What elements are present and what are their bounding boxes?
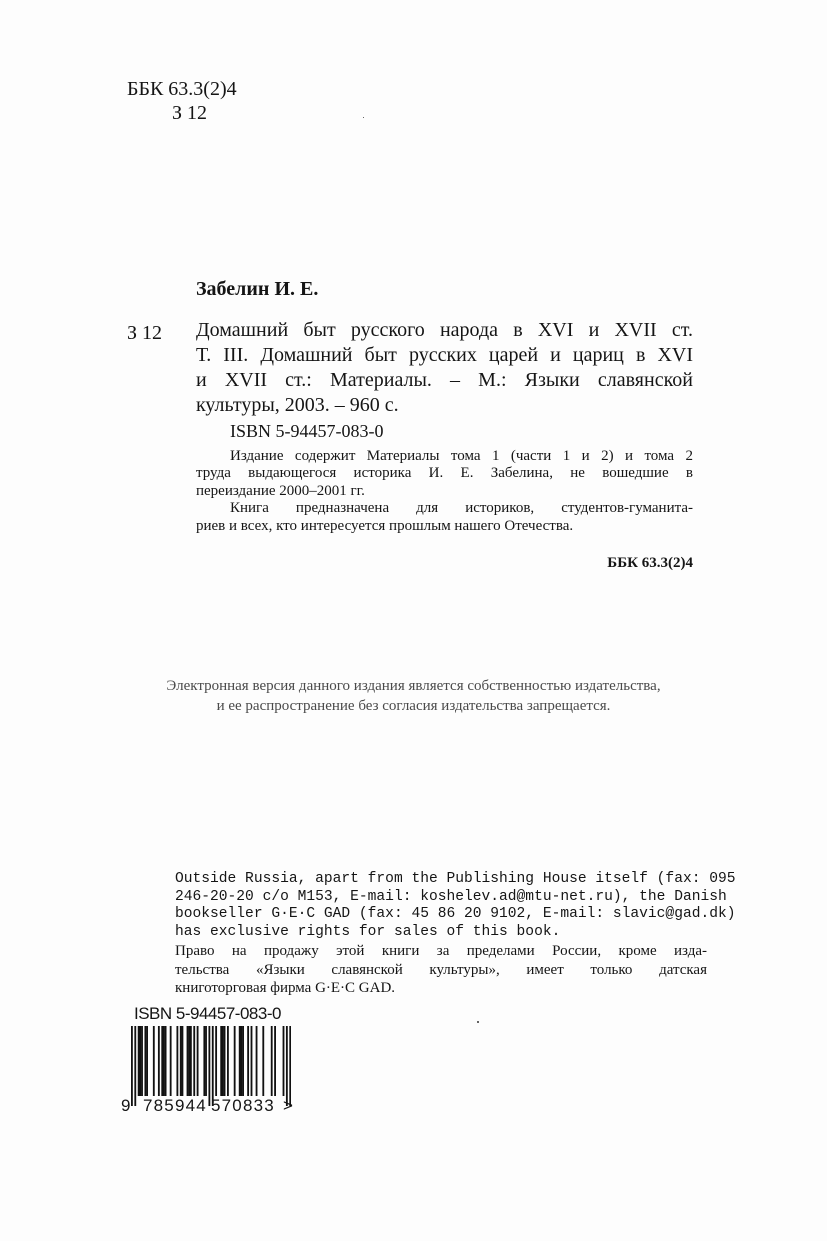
print-speck bbox=[477, 1021, 479, 1023]
catalog-author: Забелин И. Е. bbox=[196, 278, 319, 300]
barcode-bar bbox=[274, 1026, 276, 1096]
barcode-bar bbox=[283, 1026, 285, 1096]
isbn-barcode bbox=[121, 1004, 301, 1119]
barcode-bar bbox=[224, 1026, 226, 1096]
barcode-bar bbox=[188, 1026, 190, 1096]
title-line: и XVII ст.: Материалы. – М.: Языки славянской bbox=[196, 369, 693, 391]
rights-ru-line: тельства «Языки славянской культуры», имеет только датская bbox=[175, 961, 707, 978]
barcode-bar bbox=[197, 1026, 199, 1096]
header-bbk: ББК 63.3(2)4 bbox=[127, 78, 237, 100]
rights-ru-line: Право на продажу этой книги за пределами России, кроме изда- bbox=[175, 943, 707, 959]
rights-en-line: has exclusive rights for sales of this book. bbox=[175, 923, 561, 940]
barcode-bar bbox=[146, 1026, 148, 1096]
annotation-line: переиздание 2000–2001 гг. bbox=[196, 482, 365, 499]
barcode-bar bbox=[187, 1026, 189, 1096]
title-line: культуры, 2003. – 960 с. bbox=[196, 394, 399, 416]
rights-ru-line: книготорговая фирма G·E·C GAD. bbox=[175, 980, 396, 996]
purpose-line: риев и всех, кто интересуется прошлым нашего Отечества. bbox=[196, 517, 574, 534]
rights-russian bbox=[175, 942, 707, 998]
annotation-line: Издание содержит Материалы тома 1 (части 1 и 2) и тома 2 bbox=[230, 448, 693, 464]
barcode-bar bbox=[161, 1026, 163, 1096]
barcode-bar bbox=[163, 1026, 165, 1096]
barcode-bar bbox=[212, 1026, 214, 1106]
barcode-bar bbox=[286, 1026, 288, 1106]
barcode-bar bbox=[239, 1026, 241, 1096]
barcode-left-group: 785944 bbox=[143, 1096, 207, 1115]
catalog-author-code: З 12 bbox=[127, 322, 163, 344]
barcode-bar bbox=[131, 1026, 133, 1106]
barcode-bar bbox=[170, 1026, 172, 1096]
barcode-bar bbox=[205, 1026, 207, 1096]
barcode-bar bbox=[289, 1026, 291, 1106]
barcode-bar bbox=[190, 1026, 192, 1096]
barcode-bar bbox=[240, 1026, 242, 1096]
barcode-bar bbox=[134, 1026, 136, 1106]
barcode-lead-digit: 9 bbox=[121, 1096, 131, 1115]
header-author-code: З 12 bbox=[172, 102, 208, 124]
barcode-bars-icon bbox=[131, 1026, 291, 1106]
title-line: Домашний быт русского народа в XVI и XVII ст. bbox=[196, 319, 693, 341]
barcode-bar bbox=[176, 1026, 178, 1096]
barcode-bar bbox=[271, 1026, 273, 1096]
rights-english bbox=[175, 871, 736, 941]
rights-en-line: 246-20-20 c/o M153, E-mail: koshelev.ad@mtu-net.ru), the Danish bbox=[175, 888, 727, 905]
rights-en-line: Outside Russia, apart from the Publishing House itself (fax: 095 bbox=[175, 871, 736, 887]
annotation-line: труда выдающегося историка И. Е. Забелина, не вошедшие в bbox=[196, 465, 693, 482]
barcode-bar bbox=[215, 1026, 217, 1096]
notice-line: Электронная версия данного издания является собственностью издательства, bbox=[166, 678, 661, 694]
catalog-annotation bbox=[196, 448, 693, 535]
catalog-title bbox=[196, 318, 693, 418]
catalog-bbk: ББК 63.3(2)4 bbox=[607, 555, 693, 571]
barcode-bar bbox=[203, 1026, 205, 1096]
barcode-bar bbox=[141, 1026, 143, 1096]
barcode-bar bbox=[153, 1026, 155, 1096]
catalog-isbn: ISBN 5-94457-083-0 bbox=[230, 421, 384, 441]
notice-line: и ее распространение без согласия издательства запрещается. bbox=[216, 698, 611, 714]
barcode-bar bbox=[165, 1026, 167, 1096]
barcode-right-group: 570833 bbox=[211, 1096, 275, 1115]
barcode-bar bbox=[180, 1026, 182, 1096]
barcode-bar bbox=[208, 1026, 210, 1106]
purpose-line: Книга предназначена для историков, студентов-гуманита- bbox=[230, 500, 693, 517]
barcode-bar bbox=[222, 1026, 224, 1096]
barcode-bar bbox=[158, 1026, 160, 1096]
barcode-bar bbox=[193, 1026, 195, 1096]
barcode-bar bbox=[138, 1026, 140, 1096]
barcode-bar bbox=[139, 1026, 141, 1096]
barcode-trailer: > bbox=[283, 1096, 293, 1115]
barcode-bar bbox=[220, 1026, 222, 1096]
barcode-bar bbox=[256, 1026, 258, 1096]
barcode-bar bbox=[251, 1026, 253, 1096]
barcode-isbn-label: ISBN 5-94457-083-0 bbox=[134, 1004, 281, 1023]
electronic-version-notice bbox=[100, 676, 727, 716]
rights-en-line: bookseller G·E·C GAD (fax: 45 86 20 9102, E-mail: slavic@gad.dk) bbox=[175, 906, 736, 922]
barcode-bar bbox=[144, 1026, 146, 1096]
print-speck bbox=[363, 117, 364, 118]
barcode-bar bbox=[234, 1026, 236, 1096]
barcode-bar bbox=[227, 1026, 229, 1096]
title-line: Т. III. Домашний быт русских царей и цариц в XVI bbox=[196, 344, 693, 366]
barcode-bar bbox=[262, 1026, 264, 1096]
barcode-bar bbox=[182, 1026, 184, 1096]
barcode-bar bbox=[242, 1026, 244, 1096]
barcode-bar bbox=[247, 1026, 249, 1096]
